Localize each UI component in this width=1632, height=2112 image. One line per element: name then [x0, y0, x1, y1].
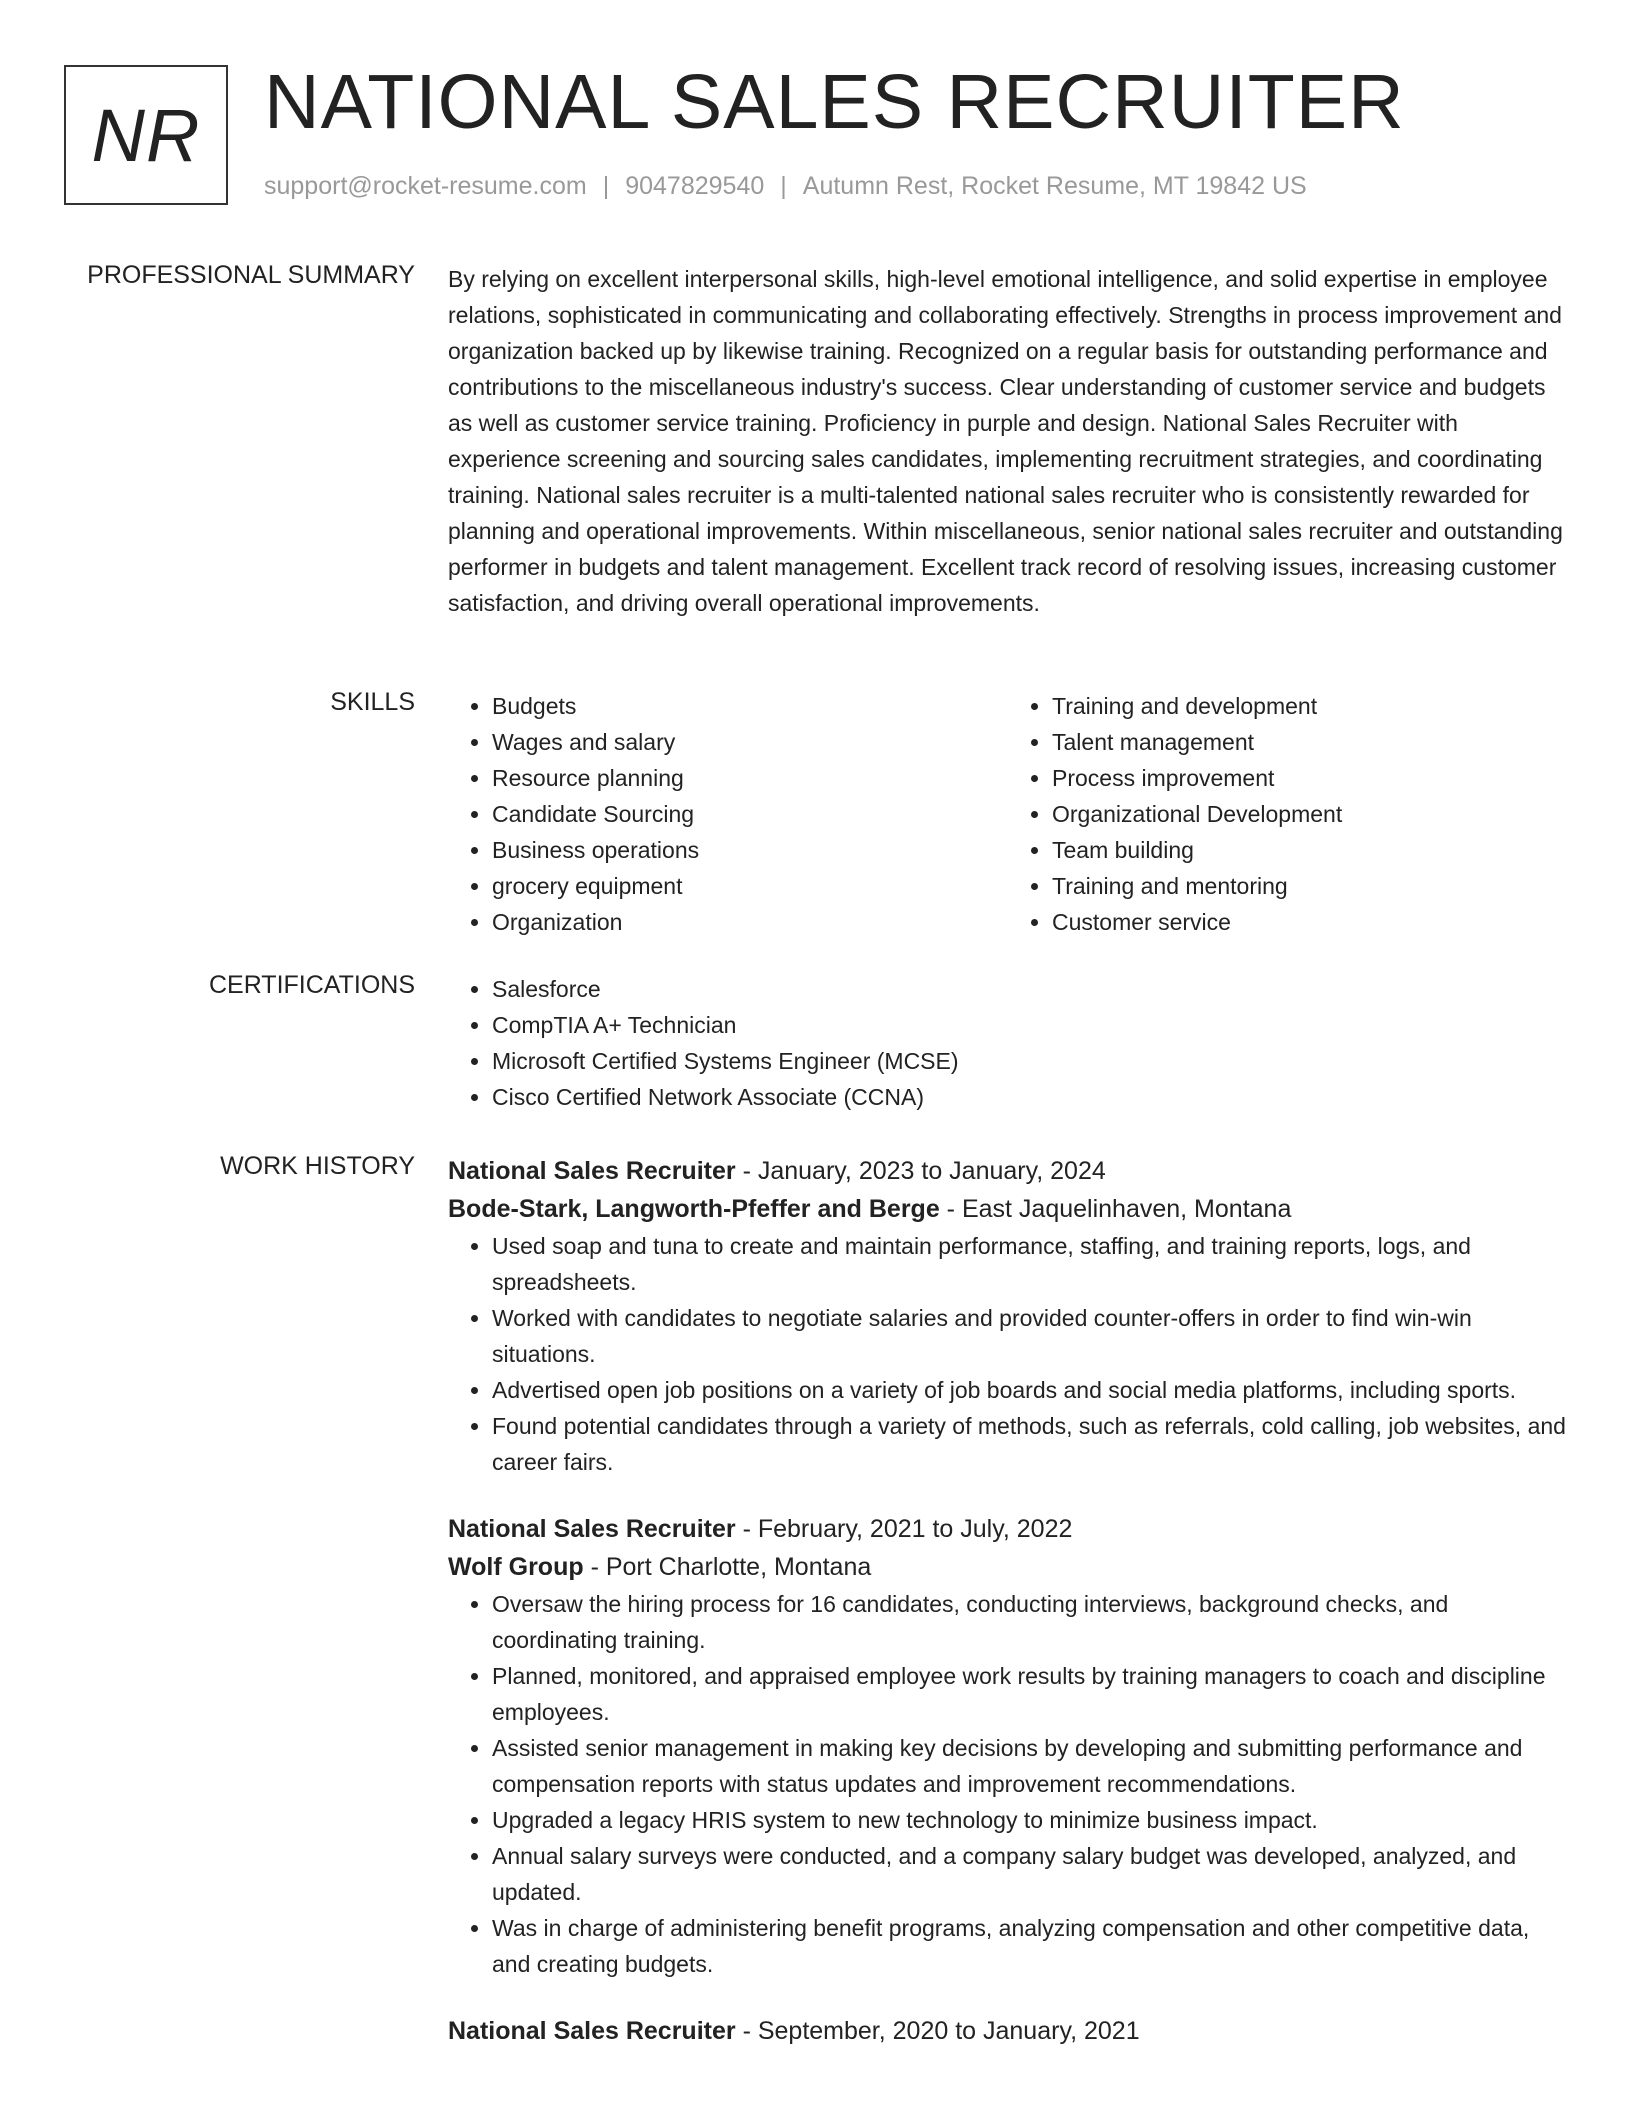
- address: Autumn Rest, Rocket Resume, MT 19842 US: [802, 172, 1307, 200]
- job-company: Wolf Group: [448, 1553, 584, 1581]
- job-title-line: [448, 1510, 1568, 1548]
- job-dates: - September, 2020 to January, 2021: [735, 2017, 1140, 2045]
- skill-item: • Budgets: [492, 688, 1008, 724]
- job-location: - Port Charlotte, Montana: [583, 1553, 872, 1581]
- job-bullet: • Advertised open job positions on a variety of job boards and social media platforms, including sports.: [492, 1372, 1568, 1408]
- section-label: CERTIFICATIONS: [208, 971, 415, 999]
- skills-columns: [448, 688, 1568, 940]
- skill-item: • Candidate Sourcing: [492, 796, 1008, 832]
- certification-item: • Salesforce: [492, 971, 1568, 1007]
- certifications-content: [448, 971, 1568, 1115]
- job-title: National Sales Recruiter: [448, 1515, 736, 1543]
- skill-item: • Wages and salary: [492, 724, 1008, 760]
- section-label: WORK HISTORY: [220, 1152, 415, 1180]
- job-bullet: • Used soap and tuna to create and maintain performance, staffing, and training reports, logs, and spreadsheets.: [492, 1228, 1568, 1300]
- skill-item: • Training and development: [1052, 688, 1568, 724]
- job-bullet: • Found potential candidates through a variety of methods, such as referrals, cold calling, job websites, and career fairs.: [492, 1408, 1568, 1480]
- job-dates: - January, 2023 to January, 2024: [735, 1157, 1106, 1185]
- skills-list-right: [1008, 688, 1568, 940]
- section-label: SKILLS: [330, 688, 415, 716]
- skill-item: • Organization: [492, 904, 1008, 940]
- section-label: PROFESSIONAL SUMMARY: [87, 261, 415, 289]
- job-bullet: • Worked with candidates to negotiate salaries and provided counter-offers in order to find win-win situations.: [492, 1300, 1568, 1372]
- skill-item: • Talent management: [1052, 724, 1568, 760]
- summary-text: By relying on excellent interpersonal skills, high-level emotional intelligence, and solid expertise in employee relations, sophisticated in communicating and collaborating effectively. Strengths in process improvement and organization backed up by likewise training. Recognized on a regular basis for outstanding performance and contributions to the miscellaneous industry's success. Clear understanding of customer service and budgets as well as customer service training. Proficiency in purple and design. National Sales Recruiter with experience screening and sourcing sales candidates, implementing recruitment strategies, and coordinating training. National sales recruiter is a multi-talented national sales recruiter who is consistently rewarded for planning and operational improvements. Within miscellaneous, senior national sales recruiter and outstanding performer in budgets and talent management. Excellent track record of resolving issues, increasing customer satisfaction, and driving overall operational improvements.: [448, 266, 1563, 616]
- job-entry: [448, 1510, 1568, 1982]
- skill-item: • Team building: [1052, 832, 1568, 868]
- certifications-list: [448, 971, 1568, 1115]
- certification-item: • Microsoft Certified Systems Engineer (MCSE): [492, 1043, 1568, 1079]
- contact-separator: |: [780, 172, 787, 200]
- job-bullets: [448, 1228, 1568, 1480]
- certification-item: • Cisco Certified Network Associate (CCNA): [492, 1079, 1568, 1115]
- job-bullet: • Upgraded a legacy HRIS system to new technology to minimize business impact.: [492, 1802, 1568, 1838]
- work-history-content: [448, 1152, 1568, 2080]
- skill-item: • Resource planning: [492, 760, 1008, 796]
- job-company: Bode-Stark, Langworth-Pfeffer and Berge: [448, 1195, 940, 1223]
- job-location: - East Jaquelinhaven, Montana: [939, 1195, 1292, 1223]
- job-title-line: [448, 1152, 1568, 1190]
- job-company-line: [448, 1190, 1568, 1228]
- candidate-name: NATIONAL SALES RECRUITER: [264, 59, 1405, 145]
- job-company-line: [448, 1548, 1568, 1586]
- job-entry: [448, 1152, 1568, 1480]
- contact-separator: |: [602, 172, 610, 200]
- job-title-line: [448, 2012, 1568, 2050]
- job-title: National Sales Recruiter: [448, 2017, 736, 2045]
- skill-item: • grocery equipment: [492, 868, 1008, 904]
- monogram: NR: [64, 65, 228, 205]
- job-bullet: • Oversaw the hiring process for 16 candidates, conducting interviews, background checks, and coordinating training.: [492, 1586, 1568, 1658]
- job-title: National Sales Recruiter: [448, 1157, 736, 1185]
- skill-item: • Process improvement: [1052, 760, 1568, 796]
- skills-list-left: [448, 688, 1008, 940]
- job-bullet: • Was in charge of administering benefit programs, analyzing compensation and other competitive data, and creating budgets.: [492, 1910, 1568, 1982]
- job-entry: [448, 2012, 1568, 2050]
- job-bullets: [448, 1586, 1568, 1982]
- skill-item: • Training and mentoring: [1052, 868, 1568, 904]
- certification-item: • CompTIA A+ Technician: [492, 1007, 1568, 1043]
- email: support@rocket-resume.com: [264, 172, 587, 200]
- skill-item: • Business operations: [492, 832, 1008, 868]
- job-bullet: • Assisted senior management in making key decisions by developing and submitting performance and compensation reports with status updates and improvement recommendations.: [492, 1730, 1568, 1802]
- skill-item: • Organizational Development: [1052, 796, 1568, 832]
- job-bullet: • Planned, monitored, and appraised employee work results by training managers to coach and discipline employees.: [492, 1658, 1568, 1730]
- skill-item: • Customer service: [1052, 904, 1568, 940]
- job-dates: - February, 2021 to July, 2022: [735, 1515, 1073, 1543]
- job-bullet: • Annual salary surveys were conducted, and a company salary budget was developed, analyzed, and updated.: [492, 1838, 1568, 1910]
- phone: 9047829540: [625, 172, 765, 200]
- contact-line: [264, 172, 1307, 201]
